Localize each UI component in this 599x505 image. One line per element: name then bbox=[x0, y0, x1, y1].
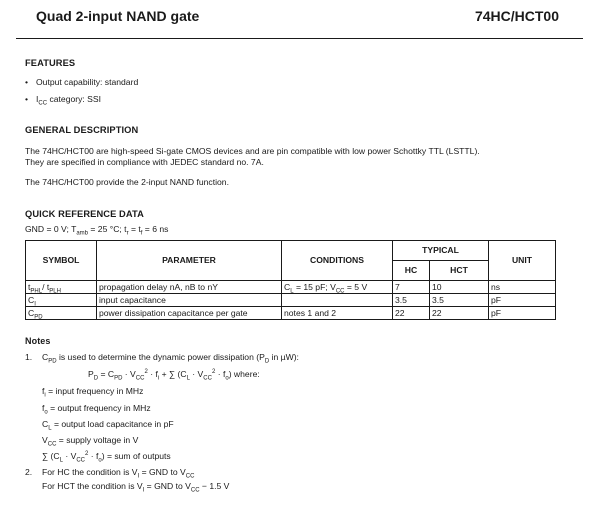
cell-hc: 3.5 bbox=[393, 294, 430, 307]
general-description-heading: GENERAL DESCRIPTION bbox=[25, 125, 139, 135]
col-typical: TYPICAL bbox=[393, 241, 489, 261]
power-formula: $P_D = C_{PD} \cdot V_{CC}^2 \cdot f_i$ + ∑ $(C_L \cdot V_{CC}^2 \cdot f_o)$ where: bbox=[88, 369, 260, 382]
cell-parameter: propagation delay nA, nB to nY bbox=[97, 281, 282, 294]
cell-conditions: notes 1 and 2 bbox=[282, 307, 393, 320]
cell-hct: 10 bbox=[430, 281, 489, 294]
table-row bbox=[26, 281, 556, 294]
cell-unit: ns bbox=[489, 281, 556, 294]
note-2-line: For HCT the condition is $V_I$ = GND to $V_{CC} - 1.5$ V bbox=[42, 481, 230, 494]
col-conditions: CONDITIONS bbox=[282, 241, 393, 281]
quick-reference-table bbox=[25, 240, 556, 320]
note-number: 2. bbox=[25, 467, 33, 477]
page-title: Quad 2-input NAND gate bbox=[36, 8, 200, 24]
definition-line: ∑ $(C_L \cdot V_{CC}^2 \cdot f_o)$ = sum of outputs bbox=[42, 451, 171, 464]
note-2-line: For HC the condition is $V_I$ = GND to $V_{CC}$ bbox=[42, 467, 195, 480]
definition-line: $C_L$ = output load capacitance in pF bbox=[42, 419, 174, 432]
col-unit: UNIT bbox=[489, 241, 556, 281]
bullet-icon: • bbox=[25, 77, 29, 87]
feature-item: • $I_{CC}$ category: SSI bbox=[25, 94, 102, 107]
cell-hct: 22 bbox=[430, 307, 489, 320]
col-hct: HCT bbox=[430, 261, 489, 281]
definition-line: $V_{CC}$ = supply voltage in V bbox=[42, 435, 139, 448]
col-hc: HC bbox=[393, 261, 430, 281]
cell-conditions: $C_L = 15$ pF; $V_{CC} = 5$ V bbox=[282, 281, 393, 294]
features-heading: FEATURES bbox=[25, 58, 76, 68]
col-symbol: SYMBOL bbox=[26, 241, 97, 281]
col-parameter: PARAMETER bbox=[97, 241, 282, 281]
cell-parameter: power dissipation capacitance per gate bbox=[97, 307, 282, 320]
note-number: 1. bbox=[25, 352, 33, 362]
definition-line: $f_o$ = output frequency in MHz bbox=[42, 403, 151, 416]
feature-item: • Output capability: standard bbox=[25, 77, 139, 87]
cell-symbol: $C_I$ bbox=[26, 294, 97, 307]
cell-hct: 3.5 bbox=[430, 294, 489, 307]
description-line: They are specified in compliance with JEDEC standard no. 7A. bbox=[25, 157, 264, 167]
quick-reference-heading: QUICK REFERENCE DATA bbox=[25, 209, 144, 219]
table-row bbox=[26, 294, 556, 307]
note-1-text: $C_{PD}$ is used to determine the dynamic power dissipation ($P_D$ in µW): bbox=[42, 352, 299, 365]
part-number: 74HC/HCT00 bbox=[474, 8, 559, 24]
cell-symbol: $C_{PD}$ bbox=[26, 307, 97, 320]
cell-conditions bbox=[282, 294, 393, 307]
cell-hc: 7 bbox=[393, 281, 430, 294]
cell-symbol: $t_{PHL}/$ $t_{PLH}$ bbox=[26, 281, 97, 294]
cell-parameter: input capacitance bbox=[97, 294, 282, 307]
cell-unit: pF bbox=[489, 294, 556, 307]
bullet-icon: • bbox=[25, 94, 29, 104]
quick-reference-conditions: GND = 0 V; $T_{amb} = 25$ °C; $t_r = t_f = 6$ ns bbox=[25, 224, 169, 237]
definition-line: $f_i$ = input frequency in MHz bbox=[42, 386, 144, 399]
header-rule bbox=[16, 38, 583, 39]
description-line: The 74HC/HCT00 are high-speed Si-gate CMOS devices and are pin compatible with low power Schottky TTL (LSTTL). bbox=[25, 146, 480, 156]
cell-unit: pF bbox=[489, 307, 556, 320]
description-line: The 74HC/HCT00 provide the 2-input NAND function. bbox=[25, 177, 229, 187]
table-row bbox=[26, 307, 556, 320]
cell-hc: 22 bbox=[393, 307, 430, 320]
notes-heading: Notes bbox=[25, 336, 51, 346]
table-header-row bbox=[26, 241, 556, 261]
